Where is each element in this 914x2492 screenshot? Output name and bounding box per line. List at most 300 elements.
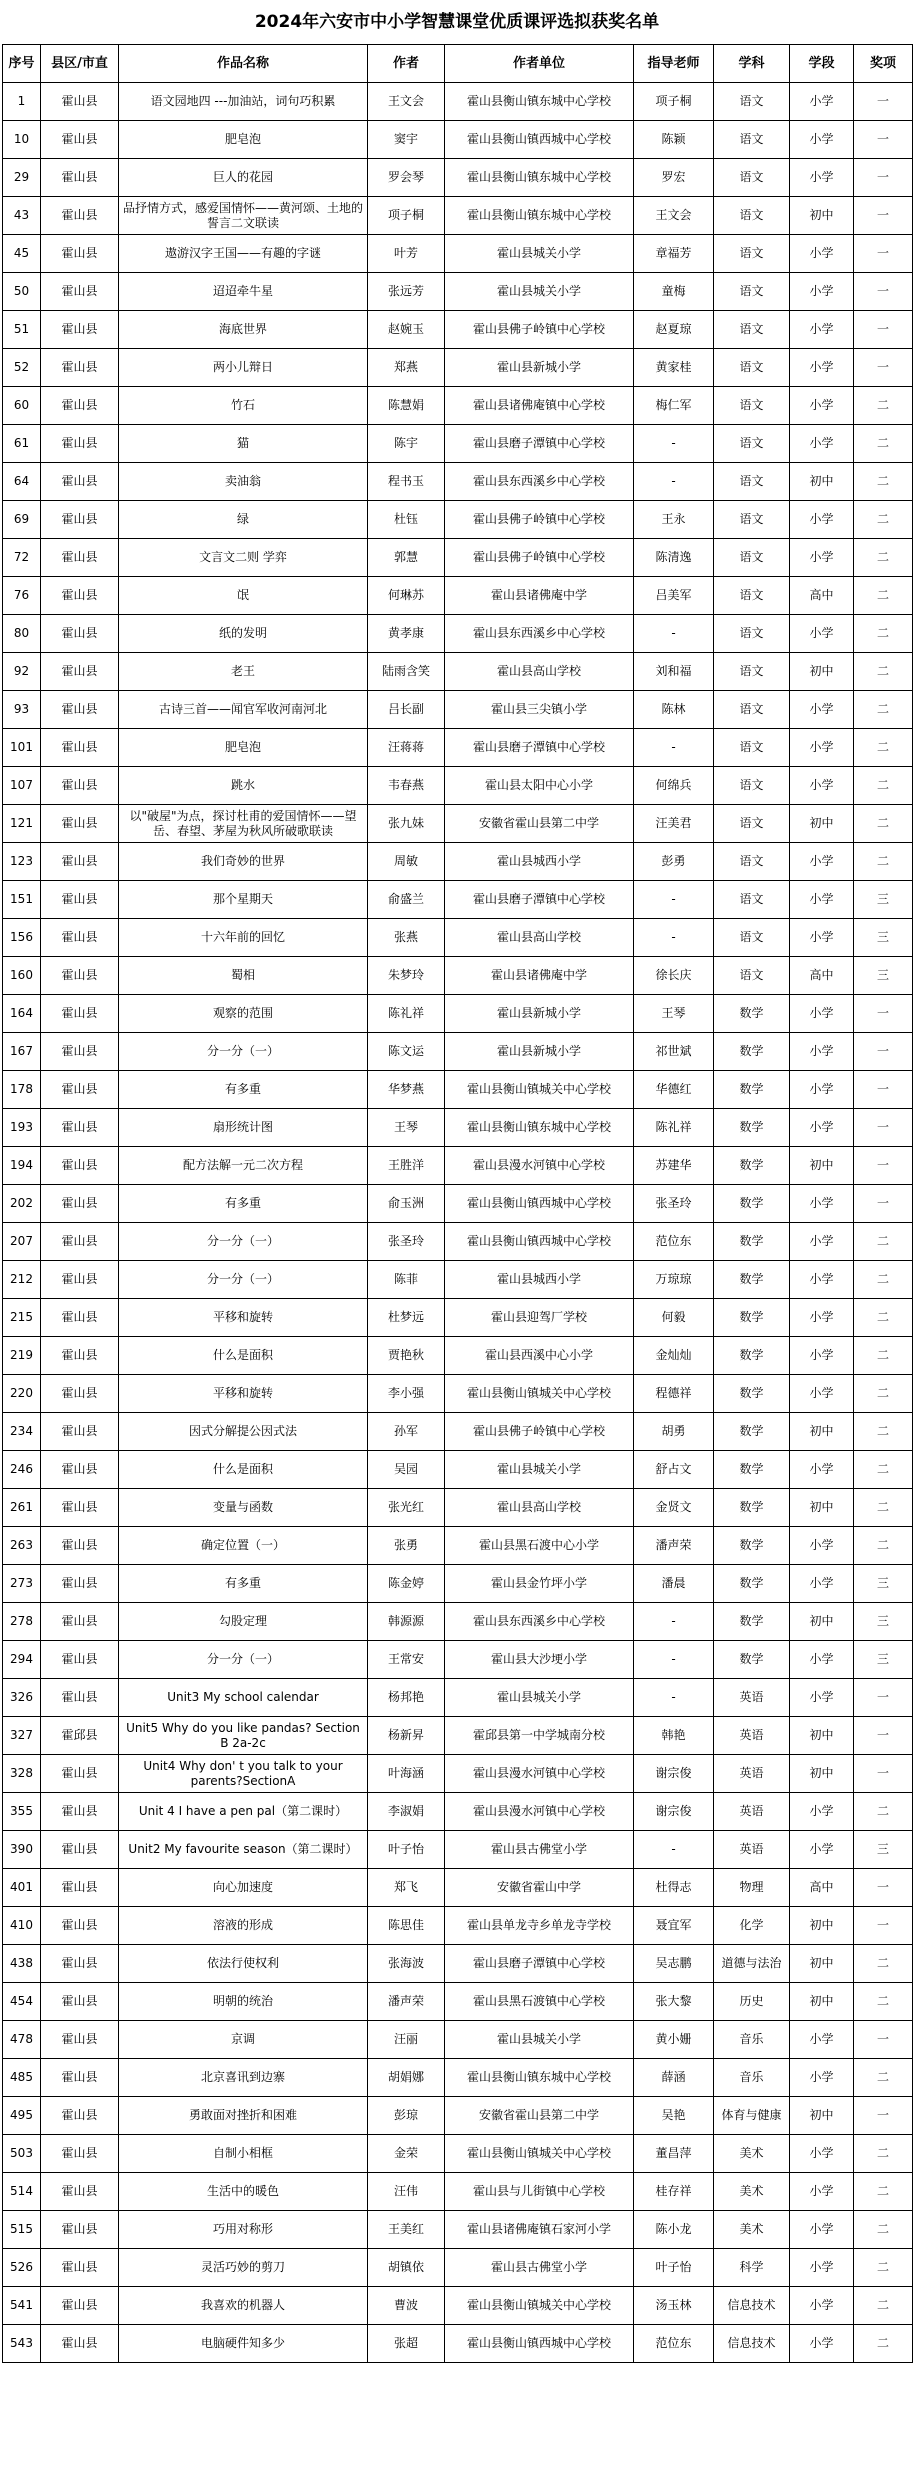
cell-work: 配方法解一元二次方程	[119, 1147, 368, 1185]
cell-county: 霍山县	[41, 1071, 119, 1109]
cell-advisor: 汪美君	[634, 805, 714, 843]
cell-county: 霍山县	[41, 83, 119, 121]
cell-work: 肥皂泡	[119, 121, 368, 159]
cell-level: 小学	[790, 1337, 854, 1375]
cell-level: 初中	[790, 1755, 854, 1793]
cell-advisor: -	[634, 425, 714, 463]
cell-county: 霍山县	[41, 1641, 119, 1679]
table-row	[3, 1603, 913, 1641]
cell-seq: 160	[3, 957, 41, 995]
cell-advisor: 胡勇	[634, 1413, 714, 1451]
cell-award: 二	[854, 2249, 913, 2287]
cell-advisor: 华德红	[634, 1071, 714, 1109]
cell-level: 小学	[790, 2249, 854, 2287]
cell-work: 语文园地四 ---加油站，词句巧积累	[119, 83, 368, 121]
cell-seq: 52	[3, 349, 41, 387]
cell-award: 二	[854, 539, 913, 577]
cell-subject: 语文	[714, 159, 790, 197]
cell-work: Unit2 My favourite season（第二课时）	[119, 1831, 368, 1869]
cell-award: 二	[854, 615, 913, 653]
cell-county: 霍山县	[41, 957, 119, 995]
cell-level: 小学	[790, 2325, 854, 2363]
cell-county: 霍山县	[41, 273, 119, 311]
cell-author: 金荣	[368, 2135, 445, 2173]
cell-subject: 音乐	[714, 2021, 790, 2059]
table-row	[3, 159, 913, 197]
cell-county: 霍山县	[41, 615, 119, 653]
cell-subject: 道德与法治	[714, 1945, 790, 1983]
cell-award: 二	[854, 2173, 913, 2211]
table-row	[3, 1679, 913, 1717]
cell-level: 初中	[790, 1489, 854, 1527]
table-row	[3, 881, 913, 919]
cell-work: 向心加速度	[119, 1869, 368, 1907]
cell-level: 小学	[790, 1223, 854, 1261]
cell-advisor: 薛涵	[634, 2059, 714, 2097]
cell-unit: 霍山县城西小学	[445, 843, 634, 881]
cell-county: 霍山县	[41, 729, 119, 767]
cell-unit: 霍山县古佛堂小学	[445, 1831, 634, 1869]
cell-author: 陈金婷	[368, 1565, 445, 1603]
cell-advisor: 苏建华	[634, 1147, 714, 1185]
cell-subject: 英语	[714, 1717, 790, 1755]
cell-award: 三	[854, 1831, 913, 1869]
cell-county: 霍山县	[41, 1033, 119, 1071]
cell-seq: 50	[3, 273, 41, 311]
cell-level: 小学	[790, 1641, 854, 1679]
table-row	[3, 1299, 913, 1337]
cell-unit: 霍山县衡山镇东城中心学校	[445, 83, 634, 121]
cell-county: 霍山县	[41, 1299, 119, 1337]
header-col-work: 作品名称	[119, 45, 368, 83]
cell-seq: 64	[3, 463, 41, 501]
cell-level: 小学	[790, 1527, 854, 1565]
cell-award: 一	[854, 121, 913, 159]
cell-work: 观察的范围	[119, 995, 368, 1033]
cell-work: 遨游汉字王国——有趣的字谜	[119, 235, 368, 273]
cell-author: 陈菲	[368, 1261, 445, 1299]
cell-subject: 数学	[714, 1185, 790, 1223]
table-row	[3, 83, 913, 121]
cell-unit: 霍山县衡山镇城关中心学校	[445, 2287, 634, 2325]
cell-advisor: 潘晨	[634, 1565, 714, 1603]
cell-advisor: 何绵兵	[634, 767, 714, 805]
cell-work: 肥皂泡	[119, 729, 368, 767]
cell-work: 我喜欢的机器人	[119, 2287, 368, 2325]
cell-seq: 156	[3, 919, 41, 957]
cell-advisor: -	[634, 463, 714, 501]
cell-seq: 515	[3, 2211, 41, 2249]
cell-subject: 英语	[714, 1793, 790, 1831]
cell-author: 杨新昇	[368, 1717, 445, 1755]
cell-level: 小学	[790, 1185, 854, 1223]
cell-county: 霍山县	[41, 2059, 119, 2097]
cell-level: 小学	[790, 1831, 854, 1869]
cell-advisor: 叶子怡	[634, 2249, 714, 2287]
cell-work: 有多重	[119, 1185, 368, 1223]
cell-unit: 霍山县衡山镇西城中心学校	[445, 121, 634, 159]
cell-unit: 霍山县西溪中心小学	[445, 1337, 634, 1375]
cell-author: 陈慧娟	[368, 387, 445, 425]
cell-seq: 478	[3, 2021, 41, 2059]
cell-subject: 化学	[714, 1907, 790, 1945]
cell-seq: 45	[3, 235, 41, 273]
cell-work: 巧用对称形	[119, 2211, 368, 2249]
cell-level: 高中	[790, 577, 854, 615]
cell-subject: 英语	[714, 1755, 790, 1793]
cell-level: 初中	[790, 197, 854, 235]
cell-award: 一	[854, 1033, 913, 1071]
cell-author: 杜钰	[368, 501, 445, 539]
cell-unit: 霍山县衡山镇东城中心学校	[445, 2059, 634, 2097]
cell-award: 二	[854, 805, 913, 843]
cell-work: 我们奇妙的世界	[119, 843, 368, 881]
cell-work: 卖油翁	[119, 463, 368, 501]
cell-unit: 霍邱县第一中学城南分校	[445, 1717, 634, 1755]
cell-seq: 202	[3, 1185, 41, 1223]
cell-subject: 数学	[714, 1451, 790, 1489]
cell-author: 叶子怡	[368, 1831, 445, 1869]
cell-unit: 霍山县城关小学	[445, 1451, 634, 1489]
table-row	[3, 2059, 913, 2097]
table-row	[3, 1983, 913, 2021]
cell-seq: 514	[3, 2173, 41, 2211]
table-row	[3, 235, 913, 273]
table-row	[3, 1375, 913, 1413]
cell-advisor: 陈小龙	[634, 2211, 714, 2249]
cell-county: 霍山县	[41, 2249, 119, 2287]
cell-author: 叶芳	[368, 235, 445, 273]
cell-work: 灵活巧妙的剪刀	[119, 2249, 368, 2287]
table-row	[3, 1717, 913, 1755]
cell-level: 初中	[790, 1717, 854, 1755]
cell-author: 曹波	[368, 2287, 445, 2325]
cell-award: 一	[854, 1185, 913, 1223]
cell-author: 陈思佳	[368, 1907, 445, 1945]
table-row	[3, 1033, 913, 1071]
table-row	[3, 805, 913, 843]
cell-subject: 数学	[714, 1603, 790, 1641]
header-col-award: 奖项	[854, 45, 913, 83]
cell-unit: 霍山县东西溪乡中心学校	[445, 463, 634, 501]
cell-award: 一	[854, 273, 913, 311]
cell-author: 韦春燕	[368, 767, 445, 805]
cell-unit: 霍山县城关小学	[445, 2021, 634, 2059]
cell-seq: 212	[3, 1261, 41, 1299]
cell-subject: 数学	[714, 1337, 790, 1375]
cell-seq: 60	[3, 387, 41, 425]
cell-level: 小学	[790, 2059, 854, 2097]
table-row	[3, 311, 913, 349]
cell-advisor: -	[634, 1603, 714, 1641]
cell-work: Unit5 Why do you like pandas? Section B 2a-2c	[119, 1717, 368, 1755]
cell-advisor: 桂存祥	[634, 2173, 714, 2211]
cell-advisor: 刘和福	[634, 653, 714, 691]
cell-subject: 语文	[714, 767, 790, 805]
cell-award: 二	[854, 425, 913, 463]
cell-county: 霍山县	[41, 995, 119, 1033]
cell-level: 小学	[790, 615, 854, 653]
cell-seq: 328	[3, 1755, 41, 1793]
cell-level: 小学	[790, 235, 854, 273]
cell-seq: 51	[3, 311, 41, 349]
cell-subject: 美术	[714, 2211, 790, 2249]
cell-seq: 43	[3, 197, 41, 235]
cell-county: 霍山县	[41, 1109, 119, 1147]
cell-seq: 178	[3, 1071, 41, 1109]
cell-advisor: 童梅	[634, 273, 714, 311]
cell-advisor: 汤玉林	[634, 2287, 714, 2325]
cell-level: 小学	[790, 1375, 854, 1413]
cell-work: 平移和旋转	[119, 1299, 368, 1337]
cell-work: 两小儿辩日	[119, 349, 368, 387]
table-row	[3, 349, 913, 387]
cell-advisor: -	[634, 729, 714, 767]
cell-award: 一	[854, 995, 913, 1033]
cell-subject: 语文	[714, 615, 790, 653]
cell-award: 三	[854, 919, 913, 957]
cell-author: 陈礼祥	[368, 995, 445, 1033]
cell-unit: 霍山县佛子岭镇中心学校	[445, 501, 634, 539]
cell-award: 二	[854, 463, 913, 501]
cell-advisor: 赵夏琼	[634, 311, 714, 349]
cell-level: 小学	[790, 273, 854, 311]
cell-unit: 霍山县衡山镇西城中心学校	[445, 1185, 634, 1223]
cell-work: 文言文二则 学弈	[119, 539, 368, 577]
cell-level: 小学	[790, 425, 854, 463]
cell-author: 韩源源	[368, 1603, 445, 1641]
cell-author: 张勇	[368, 1527, 445, 1565]
cell-subject: 语文	[714, 197, 790, 235]
cell-author: 俞盛兰	[368, 881, 445, 919]
cell-county: 霍山县	[41, 349, 119, 387]
cell-seq: 503	[3, 2135, 41, 2173]
cell-advisor: 吕美军	[634, 577, 714, 615]
header-col-author: 作者	[368, 45, 445, 83]
cell-work: 纸的发明	[119, 615, 368, 653]
cell-seq: 69	[3, 501, 41, 539]
table-row	[3, 425, 913, 463]
cell-advisor: 王文会	[634, 197, 714, 235]
table-row	[3, 501, 913, 539]
cell-unit: 霍山县漫水河镇中心学校	[445, 1793, 634, 1831]
cell-award: 一	[854, 159, 913, 197]
cell-seq: 454	[3, 1983, 41, 2021]
cell-advisor: 金灿灿	[634, 1337, 714, 1375]
cell-award: 一	[854, 1147, 913, 1185]
cell-seq: 151	[3, 881, 41, 919]
cell-seq: 273	[3, 1565, 41, 1603]
cell-advisor: 黄家桂	[634, 349, 714, 387]
cell-seq: 326	[3, 1679, 41, 1717]
cell-work: 绿	[119, 501, 368, 539]
cell-level: 小学	[790, 1793, 854, 1831]
cell-subject: 数学	[714, 1147, 790, 1185]
cell-work: 因式分解提公因式法	[119, 1413, 368, 1451]
cell-level: 小学	[790, 729, 854, 767]
cell-award: 二	[854, 1489, 913, 1527]
cell-work: 蜀相	[119, 957, 368, 995]
cell-county: 霍山县	[41, 121, 119, 159]
cell-award: 一	[854, 1907, 913, 1945]
cell-advisor: 彭勇	[634, 843, 714, 881]
cell-author: 彭琼	[368, 2097, 445, 2135]
cell-unit: 霍山县城关小学	[445, 1679, 634, 1717]
cell-work: 确定位置（一）	[119, 1527, 368, 1565]
cell-unit: 霍山县衡山镇西城中心学校	[445, 2325, 634, 2363]
cell-unit: 霍山县黑石渡镇中心学校	[445, 1983, 634, 2021]
table-row	[3, 1147, 913, 1185]
cell-advisor: 梅仁军	[634, 387, 714, 425]
table-row	[3, 1261, 913, 1299]
cell-work: 巨人的花园	[119, 159, 368, 197]
cell-work: 自制小相框	[119, 2135, 368, 2173]
cell-unit: 霍山县新城小学	[445, 349, 634, 387]
cell-advisor: 陈礼祥	[634, 1109, 714, 1147]
table-row	[3, 843, 913, 881]
cell-unit: 霍山县衡山镇城关中心学校	[445, 1071, 634, 1109]
cell-level: 小学	[790, 1261, 854, 1299]
cell-level: 初中	[790, 1907, 854, 1945]
table-row	[3, 1793, 913, 1831]
cell-level: 小学	[790, 121, 854, 159]
cell-county: 霍山县	[41, 311, 119, 349]
cell-seq: 92	[3, 653, 41, 691]
cell-subject: 语文	[714, 311, 790, 349]
cell-award: 三	[854, 1603, 913, 1641]
cell-award: 一	[854, 83, 913, 121]
cell-county: 霍山县	[41, 691, 119, 729]
table-row	[3, 1109, 913, 1147]
cell-subject: 语文	[714, 83, 790, 121]
cell-seq: 93	[3, 691, 41, 729]
cell-unit: 安徽省霍山县第二中学	[445, 805, 634, 843]
cell-award: 二	[854, 1983, 913, 2021]
cell-level: 小学	[790, 159, 854, 197]
cell-work: 氓	[119, 577, 368, 615]
cell-advisor: 黄小姗	[634, 2021, 714, 2059]
cell-unit: 安徽省霍山县第二中学	[445, 2097, 634, 2135]
cell-award: 二	[854, 1337, 913, 1375]
table-row	[3, 615, 913, 653]
cell-author: 陆雨含笑	[368, 653, 445, 691]
cell-award: 二	[854, 2325, 913, 2363]
cell-author: 周敏	[368, 843, 445, 881]
cell-unit: 霍山县太阳中心小学	[445, 767, 634, 805]
cell-level: 高中	[790, 957, 854, 995]
cell-advisor: 陈清逸	[634, 539, 714, 577]
header-col-subject: 学科	[714, 45, 790, 83]
cell-subject: 语文	[714, 425, 790, 463]
table-row	[3, 2325, 913, 2363]
cell-unit: 霍山县衡山镇城关中心学校	[445, 1375, 634, 1413]
cell-subject: 语文	[714, 729, 790, 767]
cell-county: 霍山县	[41, 767, 119, 805]
table-row	[3, 1071, 913, 1109]
cell-author: 窦宇	[368, 121, 445, 159]
cell-author: 罗会琴	[368, 159, 445, 197]
cell-subject: 信息技术	[714, 2325, 790, 2363]
cell-work: 平移和旋转	[119, 1375, 368, 1413]
cell-seq: 485	[3, 2059, 41, 2097]
cell-unit: 霍山县磨子潭镇中心学校	[445, 1945, 634, 1983]
cell-level: 小学	[790, 919, 854, 957]
cell-county: 霍山县	[41, 1451, 119, 1489]
cell-level: 初中	[790, 2097, 854, 2135]
header-col-advisor: 指导老师	[634, 45, 714, 83]
cell-author: 华梦燕	[368, 1071, 445, 1109]
cell-seq: 123	[3, 843, 41, 881]
cell-work: Unit 4 I have a pen pal（第二课时）	[119, 1793, 368, 1831]
cell-seq: 164	[3, 995, 41, 1033]
cell-seq: 410	[3, 1907, 41, 1945]
cell-advisor: -	[634, 1641, 714, 1679]
page-title: 2024年六安市中小学智慧课堂优质课评选拟获奖名单	[254, 12, 660, 32]
cell-county: 霍山县	[41, 1603, 119, 1641]
cell-subject: 数学	[714, 1565, 790, 1603]
cell-unit: 霍山县与儿街镇中心学校	[445, 2173, 634, 2211]
cell-work: 竹石	[119, 387, 368, 425]
cell-award: 三	[854, 1565, 913, 1603]
cell-author: 张燕	[368, 919, 445, 957]
cell-county: 霍山县	[41, 653, 119, 691]
cell-work: 分一分（一）	[119, 1033, 368, 1071]
cell-county: 霍邱县	[41, 1717, 119, 1755]
cell-level: 小学	[790, 995, 854, 1033]
cell-seq: 1	[3, 83, 41, 121]
cell-subject: 数学	[714, 1375, 790, 1413]
cell-level: 小学	[790, 1071, 854, 1109]
cell-author: 张海波	[368, 1945, 445, 1983]
cell-county: 霍山县	[41, 1375, 119, 1413]
cell-level: 小学	[790, 501, 854, 539]
cell-seq: 193	[3, 1109, 41, 1147]
cell-author: 潘声荣	[368, 1983, 445, 2021]
table-row	[3, 1223, 913, 1261]
cell-award: 一	[854, 2021, 913, 2059]
cell-county: 霍山县	[41, 2211, 119, 2249]
cell-author: 张圣玲	[368, 1223, 445, 1261]
cell-author: 李小强	[368, 1375, 445, 1413]
cell-author: 胡镇依	[368, 2249, 445, 2287]
cell-county: 霍山县	[41, 1147, 119, 1185]
table-row	[3, 653, 913, 691]
cell-subject: 数学	[714, 1527, 790, 1565]
cell-advisor: 程德祥	[634, 1375, 714, 1413]
cell-advisor: 聂宜军	[634, 1907, 714, 1945]
cell-county: 霍山县	[41, 843, 119, 881]
cell-level: 小学	[790, 767, 854, 805]
table-row	[3, 2249, 913, 2287]
cell-level: 小学	[790, 2287, 854, 2325]
cell-unit: 霍山县高山学校	[445, 1489, 634, 1527]
cell-subject: 语文	[714, 539, 790, 577]
cell-subject: 语文	[714, 349, 790, 387]
cell-advisor: 张圣玲	[634, 1185, 714, 1223]
cell-advisor: 范位东	[634, 1223, 714, 1261]
table-row	[3, 1565, 913, 1603]
cell-advisor: 徐长庆	[634, 957, 714, 995]
cell-advisor: 杜得志	[634, 1869, 714, 1907]
cell-level: 小学	[790, 83, 854, 121]
cell-unit: 霍山县磨子潭镇中心学校	[445, 881, 634, 919]
cell-seq: 401	[3, 1869, 41, 1907]
table-row	[3, 387, 913, 425]
cell-level: 小学	[790, 2135, 854, 2173]
cell-level: 小学	[790, 1109, 854, 1147]
cell-advisor: -	[634, 615, 714, 653]
cell-county: 霍山县	[41, 881, 119, 919]
